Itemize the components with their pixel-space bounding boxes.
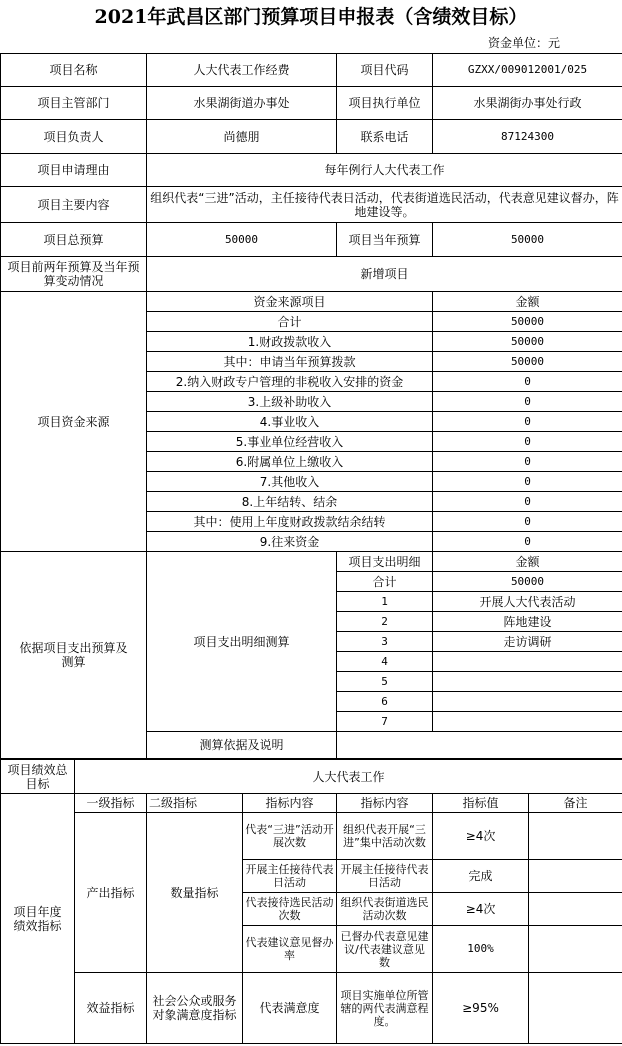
indicator-name: 代表满意度 [243,973,337,1044]
funding-row-label: 6.附属单位上缴收入 [147,452,433,472]
expense-row-item [433,712,622,732]
expense-row-item: 走访调研 [433,632,622,652]
expense-basis-label: 测算依据及说明 [147,732,337,759]
header-remark: 备注 [529,794,622,813]
project-name-label: 项目名称 [1,54,147,87]
exec-unit-label: 项目执行单位 [337,87,433,120]
expense-row-item [433,652,622,672]
funding-row-label: 9.往来资金 [147,532,433,552]
funding-row-amount: 50000 [433,332,622,352]
expense-basis-value [337,732,622,759]
header-lvl1: 一级指标 [75,794,147,813]
goal-value: 人大代表工作 [75,760,622,794]
indicator-desc: 项目实施单位所管辖的两代表满意程度。 [337,973,433,1044]
header-value: 指标值 [433,794,529,813]
total-budget-label: 项目总预算 [1,223,147,257]
project-code-label: 项目代码 [337,54,433,87]
funding-row-amount: 0 [433,492,622,512]
expense-total-label: 合计 [337,572,433,592]
funding-col-source: 资金来源项目 [147,292,433,312]
indicator-remark [529,813,622,860]
funding-section-label: 项目资金来源 [1,292,147,552]
annual-indicator-label: 项目年度绩效指标 [1,794,75,1044]
indicator-name: 代表接待选民活动次数 [243,893,337,926]
funding-row-amount: 0 [433,372,622,392]
indicator-remark [529,893,622,926]
exec-unit-value: 水果湖街办事处行政 [433,87,622,120]
funding-row-amount: 0 [433,412,622,432]
goal-label: 项目绩效总目标 [1,760,75,794]
indicator-remark [529,860,622,893]
performance-table [0,759,622,1044]
indicator-desc: 开展主任接待代表日活动 [337,860,433,893]
project-code-value: GZXX/009012001/025 [433,54,622,87]
year-budget-label: 项目当年预算 [337,223,433,257]
indicator-name: 代表建议意见督办率 [243,926,337,973]
expense-col-amount: 金额 [433,552,622,572]
phone-value: 87124300 [433,120,622,154]
funding-row-amount: 0 [433,512,622,532]
indicator-remark [529,973,622,1044]
expense-row-no: 7 [337,712,433,732]
indicator-value: ≥95% [433,973,529,1044]
expense-detail-label: 项目支出明细测算 [147,552,337,732]
funding-row-amount: 0 [433,392,622,412]
expense-row-item: 开展人大代表活动 [433,592,622,612]
indicator-value: 完成 [433,860,529,893]
funding-row-amount: 0 [433,432,622,452]
expense-total-amount: 50000 [433,572,622,592]
unit-label: 资金单位：元 [488,36,561,50]
expense-col-detail: 项目支出明细 [337,552,433,572]
funding-row-amount: 50000 [433,312,622,332]
reason-value: 每年例行人大代表工作 [147,154,622,187]
expense-table [0,551,622,759]
dept-label: 项目主管部门 [1,87,147,120]
indicator-name: 开展主任接待代表日活动 [243,860,337,893]
header-content2: 指标内容 [337,794,433,813]
indicator-value: 100% [433,926,529,973]
funding-col-amount: 金额 [433,292,622,312]
indicator-name: 代表“三进”活动开展次数 [243,813,337,860]
expense-row-item [433,692,622,712]
expense-row-item: 阵地建设 [433,612,622,632]
basic-info-table [0,53,622,292]
funding-row-label: 其中：使用上年度财政拨款结余结转 [147,512,433,532]
project-name-value: 人大代表工作经费 [147,54,337,87]
quantity-indicator-label: 数量指标 [147,813,243,973]
funding-row-label: 8.上年结转、结余 [147,492,433,512]
expense-row-no: 4 [337,652,433,672]
funding-row-label: 3.上级补助收入 [147,392,433,412]
funding-row-label: 合计 [147,312,433,332]
indicator-desc: 组织代表街道选民活动次数 [337,893,433,926]
header-content1: 指标内容 [243,794,337,813]
satisfaction-indicator-label: 社会公众或服务对象满意度指标 [147,973,243,1044]
expense-row-no: 2 [337,612,433,632]
funding-row-amount: 0 [433,472,622,492]
funding-row-label: 7.其他收入 [147,472,433,492]
indicator-desc: 已督办代表意见建议/代表建议意见数 [337,926,433,973]
indicator-remark [529,926,622,973]
expense-section-label: 依据项目支出预算及测算 [1,552,147,759]
funding-row-label: 其中：申请当年预算拨款 [147,352,433,372]
expense-row-item [433,672,622,692]
expense-row-no: 5 [337,672,433,692]
prev-budget-label: 项目前两年预算及当年预算变动情况 [1,257,147,292]
funding-row-amount: 0 [433,532,622,552]
content-label: 项目主要内容 [1,187,147,223]
funding-row-label: 1.财政拨款收入 [147,332,433,352]
expense-row-no: 1 [337,592,433,612]
funding-row-label: 2.纳入财政专户管理的非税收入安排的资金 [147,372,433,392]
indicator-value: ≥4次 [433,893,529,926]
content-value: 组织代表“三进”活动，主任接待代表日活动，代表街道选民活动，代表意见建议督办，阵地建设等。 [147,187,622,223]
page-title: 2021年武昌区部门预算项目申报表（含绩效目标） [94,6,528,28]
dept-value: 水果湖街道办事处 [147,87,337,120]
indicator-value: ≥4次 [433,813,529,860]
funding-table [0,291,622,552]
indicator-desc: 组织代表开展“三进”集中活动次数 [337,813,433,860]
funding-row-label: 5.事业单位经营收入 [147,432,433,452]
header-lvl2: 二级指标 [147,794,243,813]
funding-row-amount: 0 [433,452,622,472]
benefit-indicator-label: 效益指标 [75,973,147,1044]
leader-value: 尚德朋 [147,120,337,154]
prev-budget-value: 新增项目 [147,257,622,292]
reason-label: 项目申请理由 [1,154,147,187]
leader-label: 项目负责人 [1,120,147,154]
total-budget-value: 50000 [147,223,337,257]
expense-row-no: 6 [337,692,433,712]
year-budget-value: 50000 [433,223,622,257]
funding-row-label: 4.事业收入 [147,412,433,432]
funding-row-amount: 50000 [433,352,622,372]
output-indicator-label: 产出指标 [75,813,147,973]
phone-label: 联系电话 [337,120,433,154]
expense-row-no: 3 [337,632,433,652]
